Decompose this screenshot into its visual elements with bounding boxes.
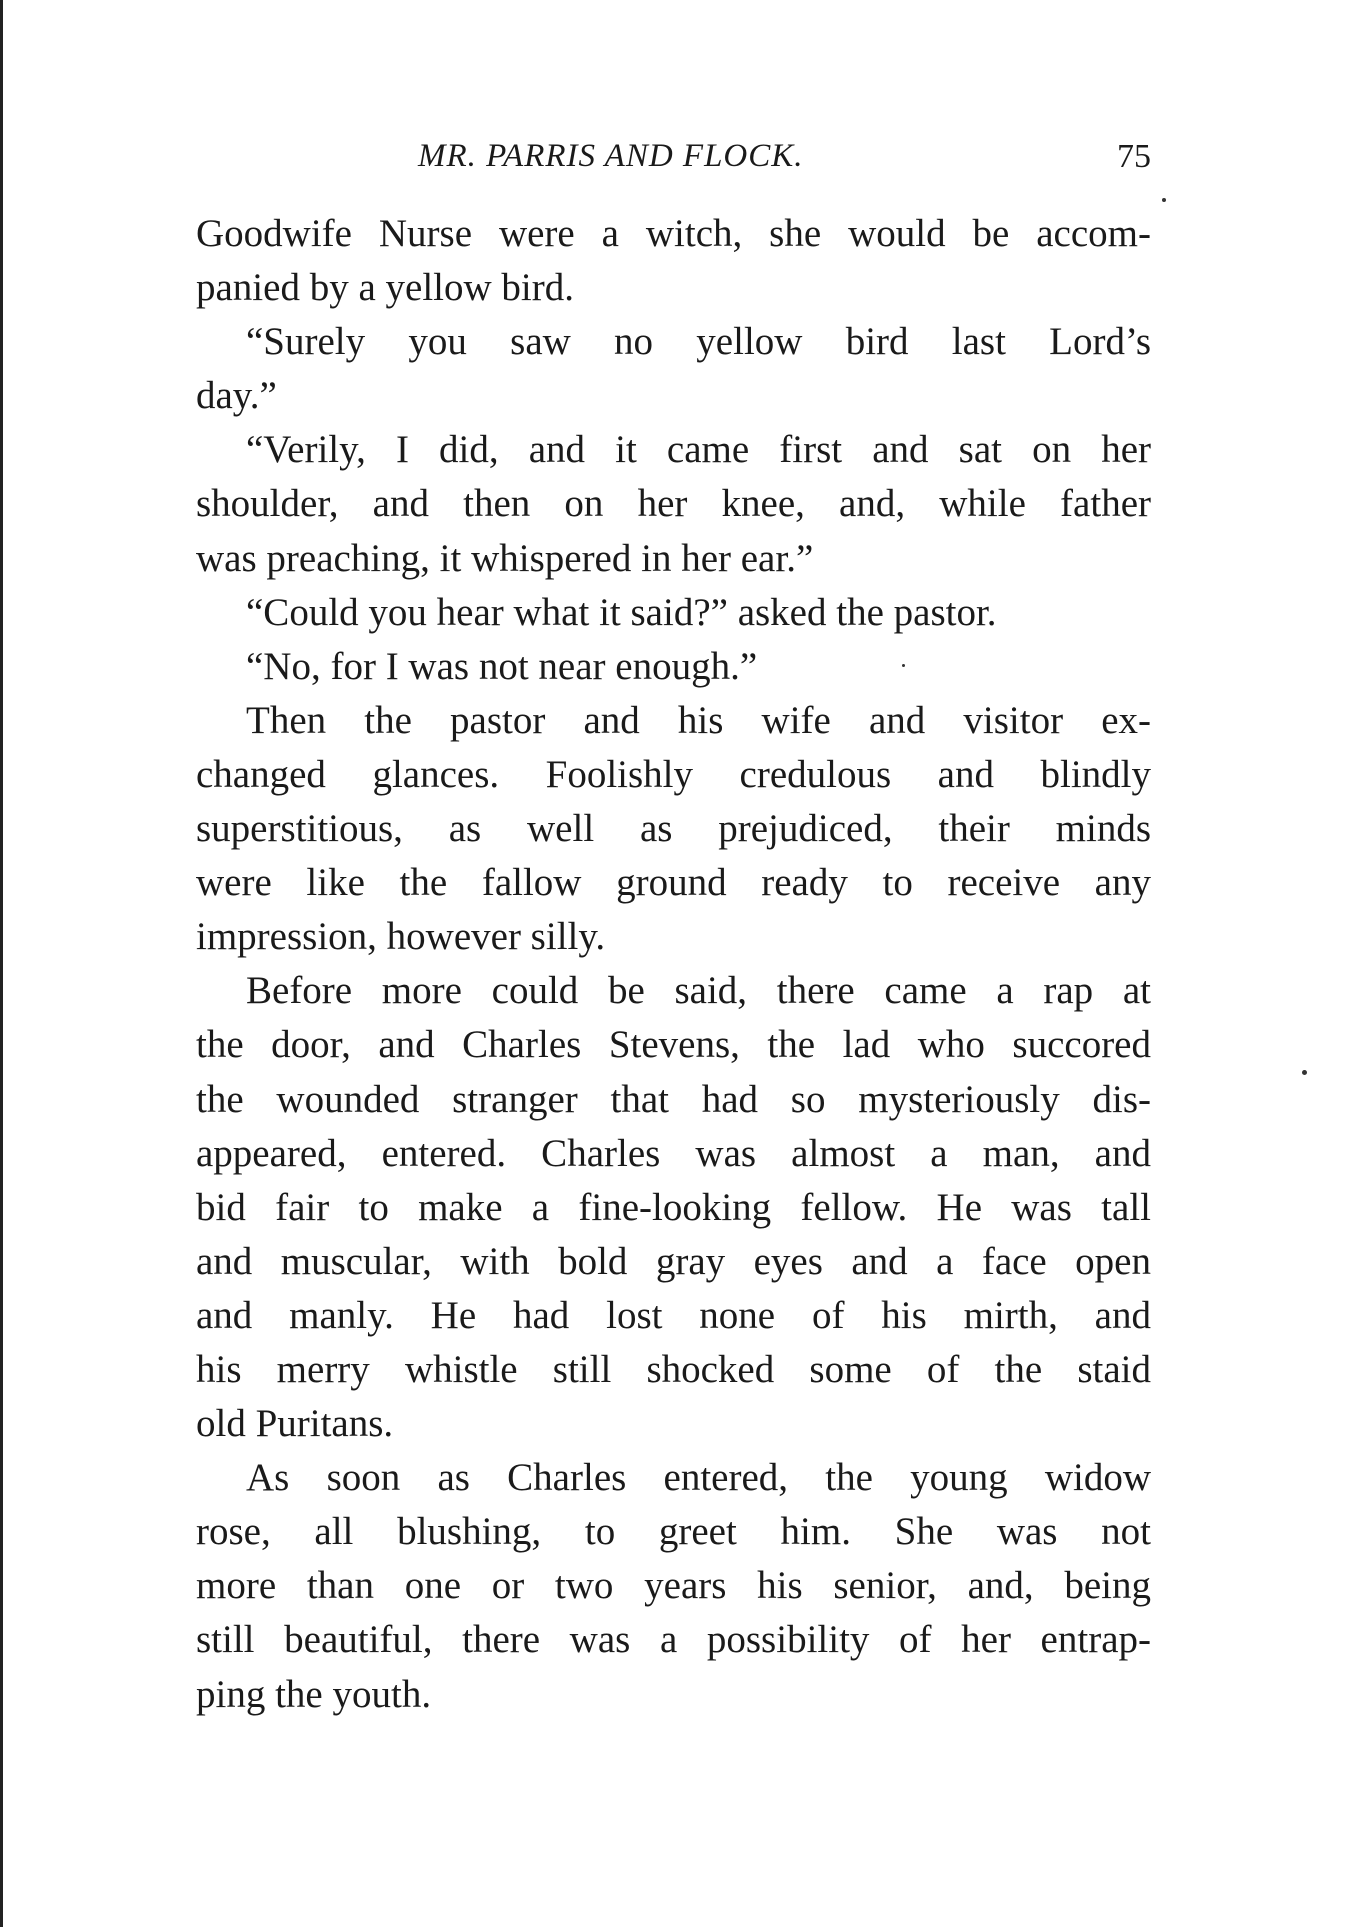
text-line: “No, for I was not near enough.” <box>246 644 758 688</box>
text-line: old Puritans. <box>196 1402 394 1446</box>
text-line: were like the fallow ground ready to receive any <box>196 861 1151 905</box>
text-line: As soon as Charles entered, the young widow <box>246 1456 1151 1500</box>
text-line: shoulder, and then on her knee, and, while father <box>196 482 1151 526</box>
text-line: and manly. He had lost none of his mirth, and <box>196 1293 1151 1337</box>
ink-speck <box>1162 198 1166 202</box>
text-line: panied by a yellow bird. <box>196 266 574 310</box>
text-line: his merry whistle still shocked some of the staid <box>196 1347 1151 1391</box>
ink-speck <box>1302 1070 1307 1075</box>
text-line: “Verily, I did, and it came first and sat on her <box>246 428 1151 472</box>
text-line: Before more could be said, there came a rap at <box>246 969 1151 1013</box>
paragraph <box>196 964 1151 1451</box>
text-line: rose, all blushing, to greet him. She was not <box>196 1510 1151 1554</box>
text-line: ping the youth. <box>196 1672 432 1716</box>
text-line: the door, and Charles Stevens, the lad who succored <box>196 1023 1151 1067</box>
text-line: and muscular, with bold gray eyes and a face open <box>196 1239 1151 1283</box>
paragraph <box>196 423 1151 585</box>
running-head <box>196 138 1151 188</box>
text-line: day.” <box>196 374 277 418</box>
text-line: “Could you hear what it said?” asked the pastor. <box>246 590 997 634</box>
text-line: impression, however silly. <box>196 915 606 959</box>
text-line: Goodwife Nurse were a witch, she would be accom- <box>196 212 1151 255</box>
paragraph <box>196 640 1151 694</box>
text-line: “Surely you saw no yellow bird last Lord’s <box>246 320 1151 364</box>
body-text <box>196 207 1151 1722</box>
ink-speck <box>902 664 905 667</box>
text-line: appeared, entered. Charles was almost a man, and <box>196 1131 1151 1175</box>
text-line: the wounded stranger that had so mysteriously dis- <box>196 1077 1151 1121</box>
paragraph <box>196 207 1151 315</box>
paragraph <box>196 1451 1151 1721</box>
page-number: 75 <box>1117 138 1151 175</box>
text-line: still beautiful, there was a possibility of her entrap- <box>196 1618 1151 1662</box>
text-line: more than one or two years his senior, and, being <box>196 1564 1151 1608</box>
page-edge <box>0 0 3 1927</box>
text-line: superstitious, as well as prejudiced, their minds <box>196 807 1151 851</box>
paragraph <box>196 586 1151 640</box>
text-line: bid fair to make a fine-looking fellow. He was tall <box>196 1185 1151 1229</box>
running-title: MR. PARRIS AND FLOCK. <box>418 138 804 174</box>
paragraph <box>196 315 1151 423</box>
text-line: changed glances. Foolishly credulous and blindly <box>196 752 1151 796</box>
paragraph <box>196 694 1151 964</box>
text-line: Then the pastor and his wife and visitor ex- <box>246 698 1151 742</box>
text-line: was preaching, it whispered in her ear.” <box>196 536 814 580</box>
